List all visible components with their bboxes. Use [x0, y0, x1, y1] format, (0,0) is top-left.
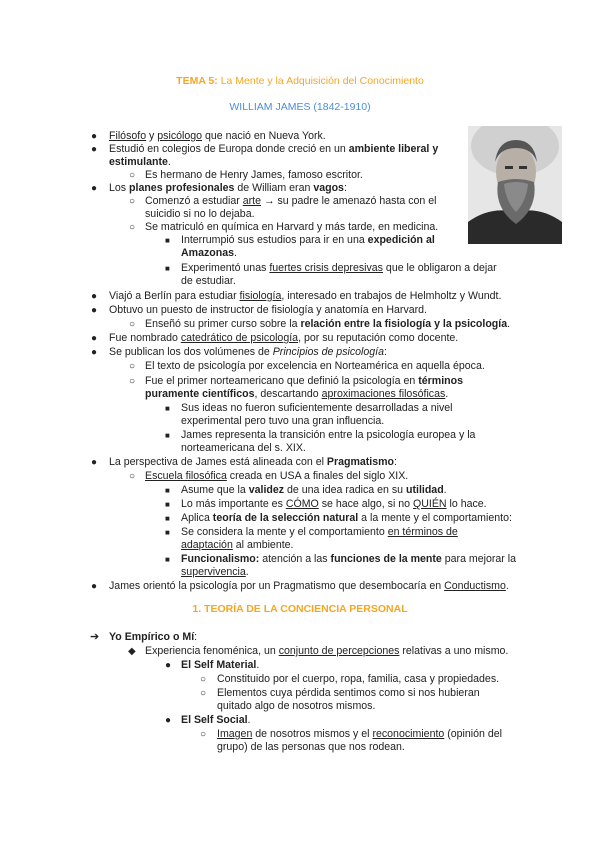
sub-sub-list-item: Interrumpió sus estudios para ir en una expedición al: [181, 234, 435, 246]
list-item: Obtuvo un puesto de instructor de fisiología y anatomía en Harvard.: [109, 304, 427, 316]
sub-list-item-cont: suicidio si no lo dejaba.: [145, 208, 255, 220]
sub-sub-list-item: Sus ideas no fueron suficientemente desarrolladas a nivel: [181, 402, 453, 414]
sub-list-item: Enseñó su primer curso sobre la relación entre la fisiología y la psicología.: [145, 318, 511, 330]
square-bullet-icon: ■: [165, 431, 170, 440]
circle-bullet-icon: ○: [129, 471, 136, 482]
bullet-icon: ●: [91, 291, 98, 302]
sub-sub-list-item: Asume que la validez de una idea radica en su utilidad.: [181, 484, 447, 496]
bullet-icon: ●: [91, 333, 98, 344]
bullet-icon: ●: [91, 347, 98, 358]
sub-sub-list-item: El Self Social.: [181, 714, 251, 726]
bullet-icon: ●: [165, 660, 172, 671]
sub-sub-list-item: Se considera la mente y el comportamiento en términos de: [181, 526, 458, 538]
square-bullet-icon: ■: [165, 555, 170, 564]
circle-bullet-icon: ○: [129, 196, 136, 207]
sub-list-item: Comenzó a estudiar arte → su padre le amenazó hasta con el: [145, 195, 437, 207]
sub-sub-list-item-cont: norteamericana del s. XIX.: [181, 442, 306, 454]
square-bullet-icon: ■: [165, 528, 170, 537]
bullet-icon: ●: [91, 131, 98, 142]
square-bullet-icon: ■: [165, 236, 170, 245]
sub-sub-sub-list-item-cont: grupo) de las personas que nos rodean.: [217, 741, 405, 753]
sub-list-item: Escuela filosófica creada en USA a finales del siglo XIX.: [145, 470, 409, 482]
sub-list-item: Fue el primer norteamericano que definió la psicología en términos: [145, 375, 463, 387]
list-item: Fue nombrado catedrático de psicología, por su reputación como docente.: [109, 332, 459, 344]
sub-list-item-cont: puramente científicos, descartando aproximaciones filosóficas.: [145, 388, 449, 400]
sub-sub-list-item-cont: adaptación al ambiente.: [181, 539, 294, 551]
circle-bullet-icon: ○: [200, 674, 207, 685]
sub-list-item: El texto de psicología por excelencia en Norteamérica en aquella época.: [145, 360, 485, 372]
circle-bullet-icon: ○: [129, 319, 136, 330]
list-item: Viajó a Berlín para estudiar fisiología, interesado en trabajos de Helmholtz y Wundt.: [109, 290, 502, 302]
sub-sub-sub-list-item: Constituido por el cuerpo, ropa, familia, casa y propiedades.: [217, 673, 500, 685]
sub-sub-sub-list-item-cont: quitado algo de nosotros mismos.: [217, 700, 376, 712]
list-item: Filósofo y psicólogo que nació en Nueva York.: [109, 130, 326, 142]
bullet-icon: ●: [91, 581, 98, 592]
section-title: 1. TEORÍA DE LA CONCIENCIA PERSONAL: [192, 603, 408, 615]
sub-sub-list-item: Lo más importante es CÓMO se hace algo, si no QUIÉN lo hace.: [181, 498, 487, 510]
portrait-image: [468, 126, 562, 244]
list-item: La perspectiva de James está alineada con el Pragmatismo:: [109, 456, 397, 468]
circle-bullet-icon: ○: [129, 170, 136, 181]
sub-sub-sub-list-item: Elementos cuya pérdida sentimos como si nos hubieran: [217, 687, 480, 699]
arrow-bullet-icon: ➔: [90, 631, 100, 643]
sub-list-item: Se matriculó en química en Harvard y más tarde, en medicina.: [145, 221, 439, 233]
sub-list-item: Es hermano de Henry James, famoso escritor.: [145, 169, 363, 181]
bullet-icon: ●: [91, 457, 98, 468]
circle-bullet-icon: ○: [129, 222, 136, 233]
sub-list-item: Experiencia fenoménica, un conjunto de percepciones relativas a uno mismo.: [145, 645, 509, 657]
sub-sub-list-item-cont: experimental pero tuvo una gran influencia.: [181, 415, 385, 427]
bullet-icon: ●: [165, 715, 172, 726]
sub-sub-list-item: James representa la transición entre la psicología europea y la: [181, 429, 476, 441]
list-item: Se publican los dos volúmenes de Principios de psicología:: [109, 346, 387, 358]
sub-sub-list-item: El Self Material.: [181, 659, 260, 671]
sub-sub-list-item-cont: Amazonas.: [181, 247, 237, 259]
page-title: TEMA 5: La Mente y la Adquisición del Conocimiento: [176, 75, 424, 87]
circle-bullet-icon: ○: [129, 361, 136, 372]
sub-sub-sub-list-item: Imagen de nosotros mismos y el reconocimiento (opinión del: [217, 728, 503, 740]
circle-bullet-icon: ○: [129, 376, 136, 387]
sub-sub-list-item-cont: de estudiar.: [181, 275, 236, 287]
list-item-cont: estimulante.: [109, 156, 171, 168]
list-item: Yo Empírico o Mí:: [109, 631, 198, 643]
portrait-photo: [468, 126, 562, 244]
list-item: Los planes profesionales de William eran vagos:: [109, 182, 347, 194]
square-bullet-icon: ■: [165, 404, 170, 413]
list-item: Estudió en colegios de Europa donde creció en un ambiente liberal y: [109, 143, 439, 155]
sub-sub-list-item: Funcionalismo: atención a las funciones de la mente para mejorar la: [181, 553, 516, 565]
square-bullet-icon: ■: [165, 514, 170, 523]
circle-bullet-icon: ○: [200, 729, 207, 740]
bullet-icon: ●: [91, 144, 98, 155]
square-bullet-icon: ■: [165, 264, 170, 273]
sub-sub-list-item: Experimentó unas fuertes crisis depresivas que le obligaron a dejar: [181, 262, 497, 274]
circle-bullet-icon: ○: [200, 688, 207, 699]
square-bullet-icon: ■: [165, 486, 170, 495]
list-item: James orientó la psicología por un Pragmatismo que desembocaría en Conductismo.: [109, 580, 509, 592]
bullet-icon: ●: [91, 183, 98, 194]
diamond-bullet-icon: ◆: [128, 646, 136, 657]
page-subtitle: WILLIAM JAMES (1842-1910): [229, 101, 371, 113]
square-bullet-icon: ■: [165, 500, 170, 509]
sub-sub-list-item: Aplica teoría de la selección natural a la mente y el comportamiento:: [181, 512, 512, 524]
sub-sub-list-item-cont: supervivencia.: [181, 566, 249, 578]
bullet-icon: ●: [91, 305, 98, 316]
